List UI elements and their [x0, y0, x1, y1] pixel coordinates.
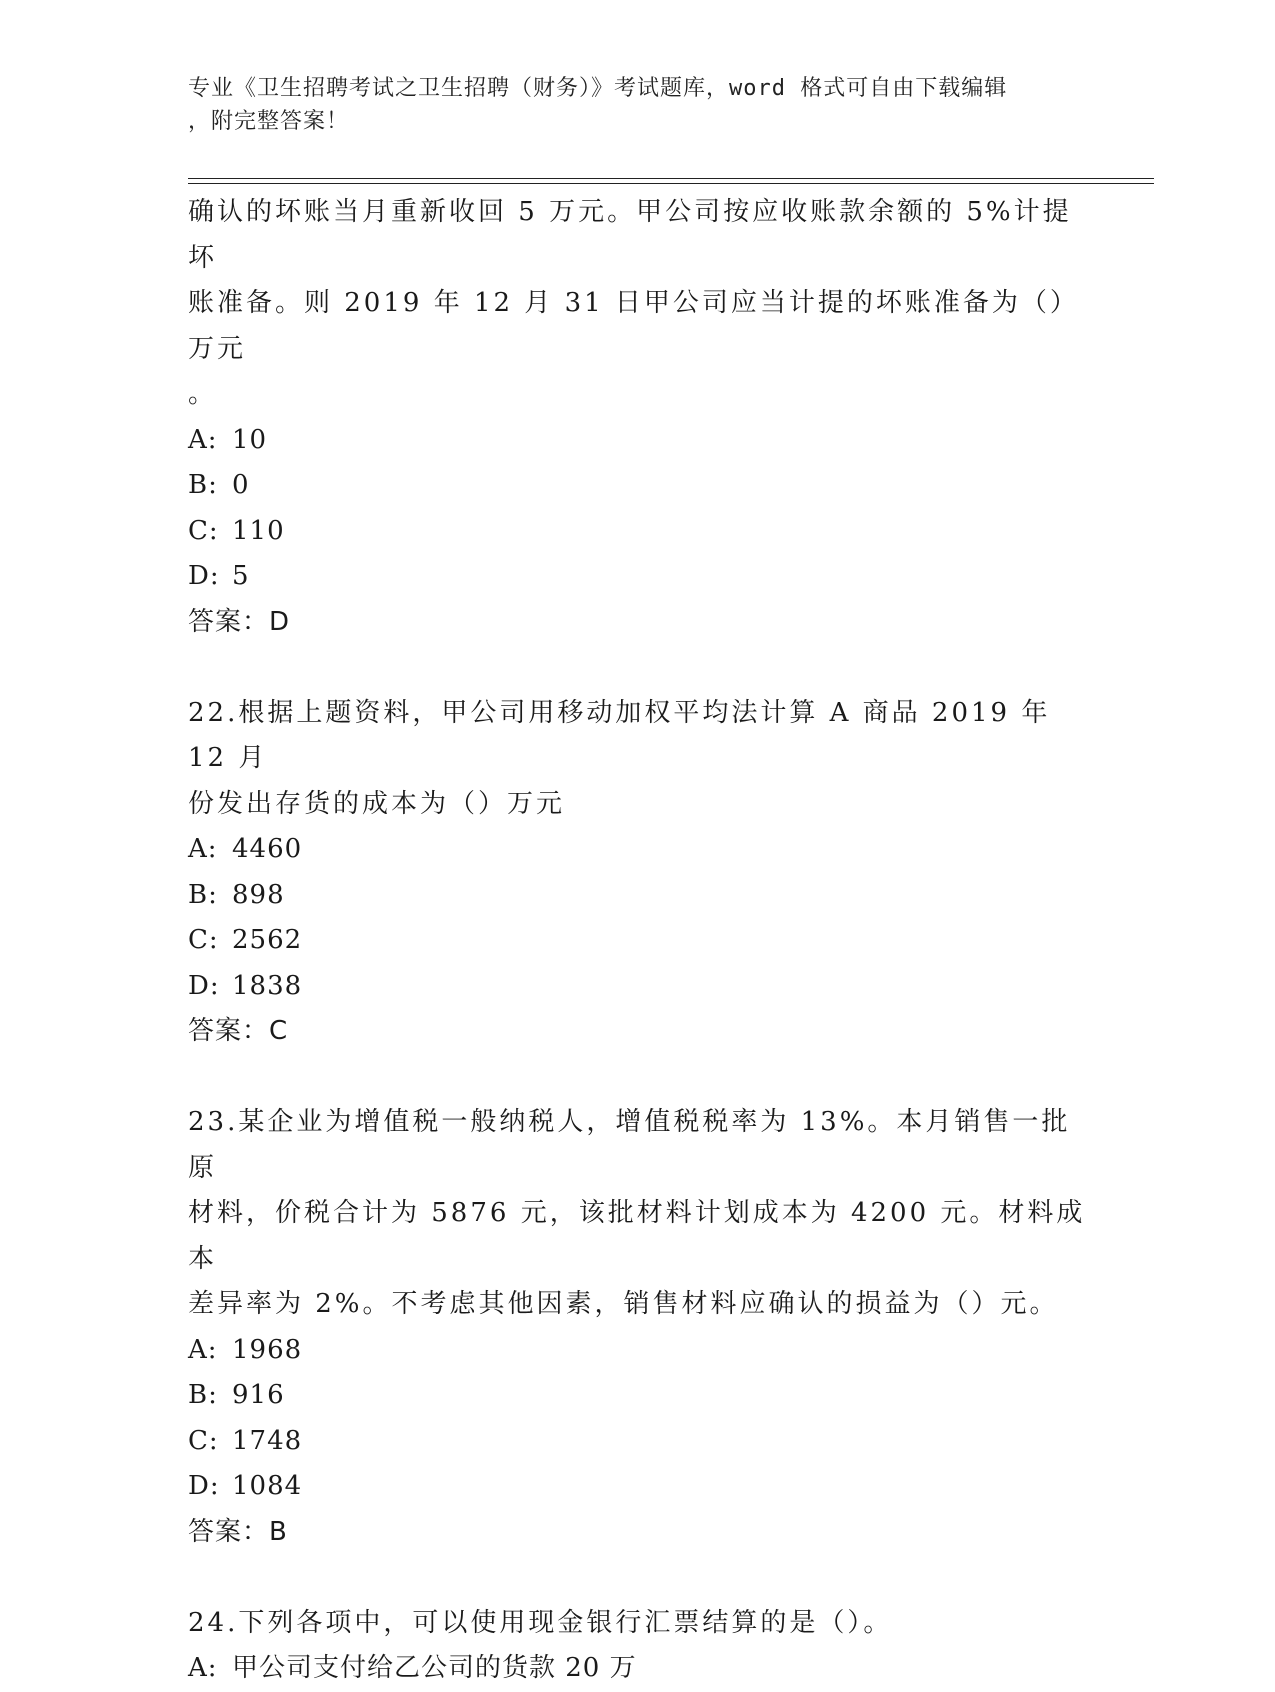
option-value: 5	[232, 561, 250, 591]
question-21-text-line-2: 账准备。则 2019 年 12 月 31 日甲公司应当计提的坏账准备为（）万元	[188, 288, 1079, 364]
option-value: 1748	[232, 1425, 303, 1456]
question-21-text-line-3: 。	[188, 379, 218, 409]
question-23-text-line-3: 差异率为 2%。不考虑其他因素，销售材料应确认的损益为（）元。	[188, 1289, 1059, 1319]
option-a	[188, 418, 1088, 464]
option-d	[188, 554, 1088, 600]
option-d	[188, 964, 1088, 1010]
option-a	[188, 1646, 1088, 1692]
option-key: D:	[188, 561, 220, 591]
option-value: 1838	[232, 970, 303, 1001]
option-value: 2562	[232, 925, 303, 955]
option-key: A:	[188, 1334, 218, 1365]
question-21	[188, 190, 1088, 645]
document-header	[188, 72, 1088, 138]
header-line-1: 专业《卫生招聘考试之卫生招聘（财务）》考试题库，word 格式可自由下载编辑	[188, 76, 1008, 101]
option-value: 1968	[232, 1334, 303, 1365]
option-key: A:	[188, 424, 218, 455]
spacer	[188, 1055, 1088, 1101]
option-value: 甲公司支付给乙公司的货款 20 万	[232, 1653, 637, 1683]
option-b	[188, 463, 1088, 509]
option-c	[188, 509, 1088, 555]
option-b	[188, 1373, 1088, 1419]
question-list	[188, 190, 1088, 1692]
question-22-text-line-1: 22.根据上题资料，甲公司用移动加权平均法计算 A 商品 2019 年 12 月	[188, 697, 1051, 773]
option-b	[188, 873, 1088, 919]
option-value: 1084	[232, 1471, 303, 1501]
option-c	[188, 918, 1088, 964]
question-24-text-line-1: 24.下列各项中，可以使用现金银行汇票结算的是（）。	[188, 1607, 893, 1638]
header-line-2: ，附完整答案！	[188, 109, 350, 134]
spacer	[188, 645, 1088, 691]
option-key: C:	[188, 925, 219, 955]
option-value: 916	[232, 1380, 285, 1410]
option-value: 110	[232, 515, 285, 546]
question-22-text-line-2: 份发出存货的成本为（）万元	[188, 788, 566, 819]
option-key: B:	[188, 879, 218, 910]
option-value: 10	[232, 424, 268, 455]
option-c	[188, 1419, 1088, 1465]
question-23-text-line-2: 材料，价税合计为 5876 元，该批材料计划成本为 4200 元。材料成本	[188, 1198, 1086, 1274]
question-21-text-line-1: 确认的坏账当月重新收回 5 万元。甲公司按应收账款余额的 5%计提坏	[188, 197, 1072, 273]
option-key: C:	[188, 515, 219, 546]
option-key: A:	[188, 834, 218, 864]
answer: 答案：D	[188, 606, 291, 637]
option-key: B:	[188, 1380, 218, 1410]
option-key: C:	[188, 1425, 219, 1456]
option-key: D:	[188, 1471, 220, 1501]
question-23-text-line-1: 23.某企业为增值税一般纳税人，增值税税率为 13%。本月销售一批原	[188, 1107, 1071, 1183]
option-value: 0	[232, 470, 250, 500]
answer: 答案：B	[188, 1516, 288, 1547]
option-key: D:	[188, 970, 220, 1001]
question-22	[188, 691, 1088, 1055]
spacer	[188, 1555, 1088, 1601]
option-d	[188, 1464, 1088, 1510]
option-a	[188, 827, 1088, 873]
option-value: 4460	[232, 834, 303, 864]
header-divider-top	[188, 178, 1154, 179]
question-24	[188, 1601, 1088, 1692]
header-divider-bottom	[188, 183, 1154, 184]
option-key: B:	[188, 470, 218, 500]
option-value: 898	[232, 879, 285, 910]
question-23	[188, 1100, 1088, 1555]
option-key: A:	[188, 1653, 218, 1683]
option-a	[188, 1328, 1088, 1374]
answer: 答案：C	[188, 1016, 289, 1046]
